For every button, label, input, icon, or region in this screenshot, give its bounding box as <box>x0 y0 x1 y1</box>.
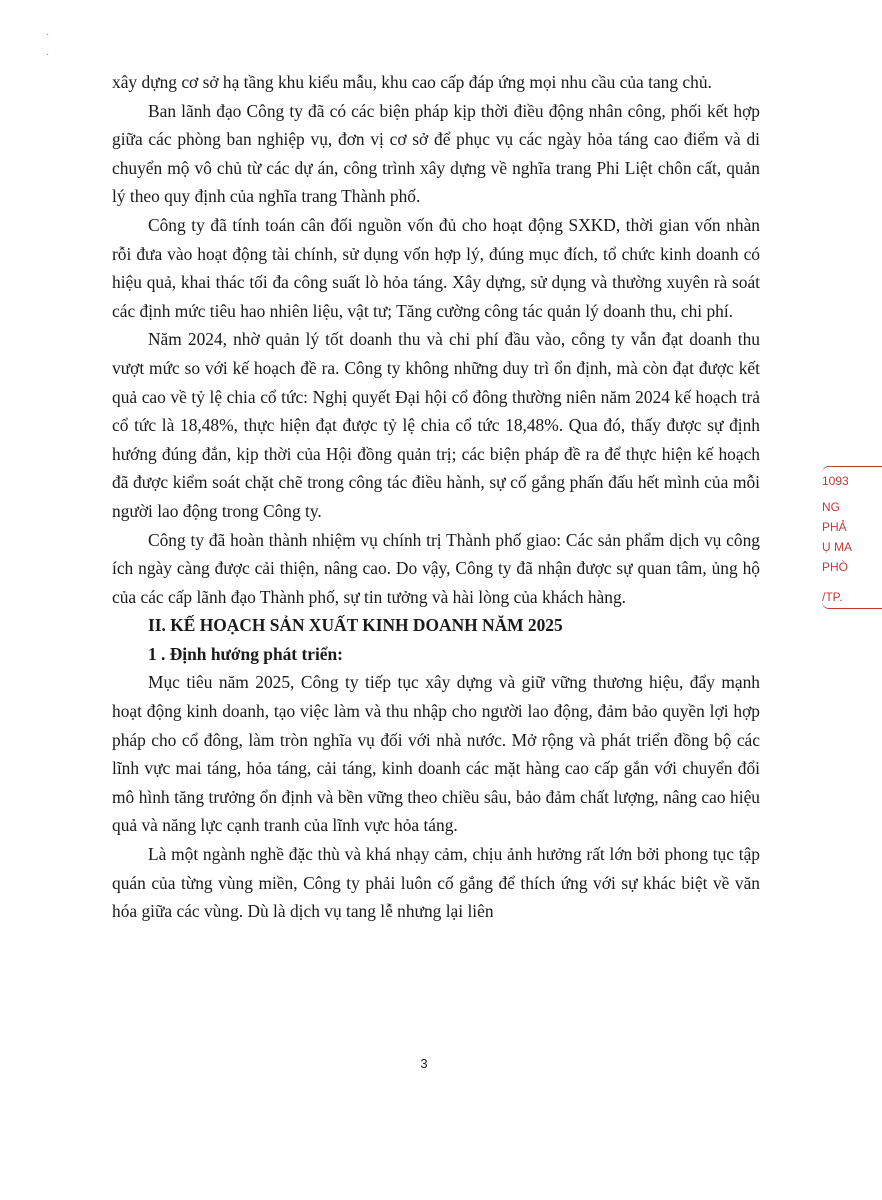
paragraph-2025-goals: Mục tiêu năm 2025, Công ty tiếp tục xây dựng và giữ vững thương hiệu, đẩy mạnh hoạt động kinh doanh, tạo việc làm và thu nhập cho người lao động, đảm bảo quyền lợi hợp pháp cho cổ đông, làm tròn nghĩa vụ đối với nhà nước. Mở rộng và phát triển đồng bộ các lĩnh vực mai táng, hỏa táng, cải táng, kinh doanh các mặt hàng cao cấp gắn với chuyển đổi mô hình tăng trưởng ổn định và bền vững theo chiều sâu, bảo đảm chất lượng, nâng cao hiệu quả và năng lực cạnh tranh của lĩnh vực hỏa táng. <box>112 672 760 836</box>
stamp-arc-bottom <box>822 602 882 609</box>
stamp-text: /TP. <box>822 590 843 604</box>
paragraph-industry-specifics: Là một ngành nghề đặc thù và khá nhạy cảm, chịu ảnh hưởng rất lớn bởi phong tục tập quán của từng vùng miền, Công ty phải luôn cố gắng để thích ứng với sự khác biệt về văn hóa giữa các vùng. Dù là dịch vụ tang lễ nhưng lại liên <box>112 844 760 922</box>
company-stamp-fragment <box>818 462 852 612</box>
document-body <box>112 68 760 926</box>
paragraph-capital-balance: Công ty đã tính toán cân đối nguồn vốn đủ cho hoạt động SXKD, thời gian vốn nhàn rỗi đưa vào hoạt động tài chính, sử dụng vốn hợp lý, đúng mục đích, tổ chức kinh doanh có hiệu quả, khai thác tối đa công suất lò hỏa táng. Xây dựng, sử dụng và thường xuyên rà soát các định mức tiêu hao nhiên liệu, vật tư; Tăng cường công tác quản lý doanh thu, chi phí. <box>112 214 760 321</box>
stamp-text: Ụ MA <box>822 540 852 554</box>
section-heading: II. KẾ HOẠCH SẢN XUẤT KINH DOANH NĂM 2025 <box>148 615 563 636</box>
paragraph-continuation: xây dựng cơ sở hạ tầng khu kiểu mẫu, khu cao cấp đáp ứng mọi nhu cầu của tang chủ. <box>112 72 712 92</box>
subsection-heading: 1 . Định hướng phát triển: <box>148 643 343 664</box>
stamp-text: PHÒ <box>822 560 849 574</box>
paragraph-political-tasks: Công ty đã hoàn thành nhiệm vụ chính trị Thành phố giao: Các sản phẩm dịch vụ công ích ngày càng được cải thiện, nâng cao. Do vậy, Công ty đã nhận được sự quan tâm, ủng hộ của các cấp lãnh đạo Thành phố, sự tin tưởng và hài lòng của khách hàng. <box>112 529 760 607</box>
stamp-text: NG <box>822 500 840 514</box>
scan-speck: · <box>46 50 50 61</box>
page-number: 3 <box>420 1056 428 1071</box>
paragraph-leadership-measures: Ban lãnh đạo Công ty đã có các biện pháp kịp thời điều động nhân công, phối kết hợp giữa các phòng ban nghiệp vụ, đơn vị cơ sở để phục vụ các ngày hỏa táng cao điểm và di chuyển mộ vô chủ từ các dự án, công trình xây dựng về nghĩa trang Phi Liệt chôn cất, quản lý theo quy định của nghĩa trang Thành phố. <box>112 100 760 207</box>
stamp-text: PHẢ <box>822 520 847 534</box>
stamp-text: 1093 <box>822 474 849 488</box>
paragraph-2024-results: Năm 2024, nhờ quản lý tốt doanh thu và chi phí đầu vào, công ty vẫn đạt doanh thu vượt mức so với kế hoạch đề ra. Công ty không những duy trì ổn định, mà còn đạt được kết quả cao về tỷ lệ chia cổ tức: Nghị quyết Đại hội cổ đông thường niên năm 2024 kế hoạch trả cổ tức là 18,48%, thực hiện đạt được tỷ lệ chia cổ tức 18,48%. Qua đó, thấy được sự định hướng đúng đắn, kịp thời của Hội đồng quản trị; các biện pháp đề ra để thực hiện kế hoạch đã được kiểm soát chặt chẽ trong công tác điều hành, sự cố gắng phấn đấu hết mình của mỗi người lao động trong Công ty. <box>112 329 760 521</box>
scan-speck: · <box>46 30 50 41</box>
